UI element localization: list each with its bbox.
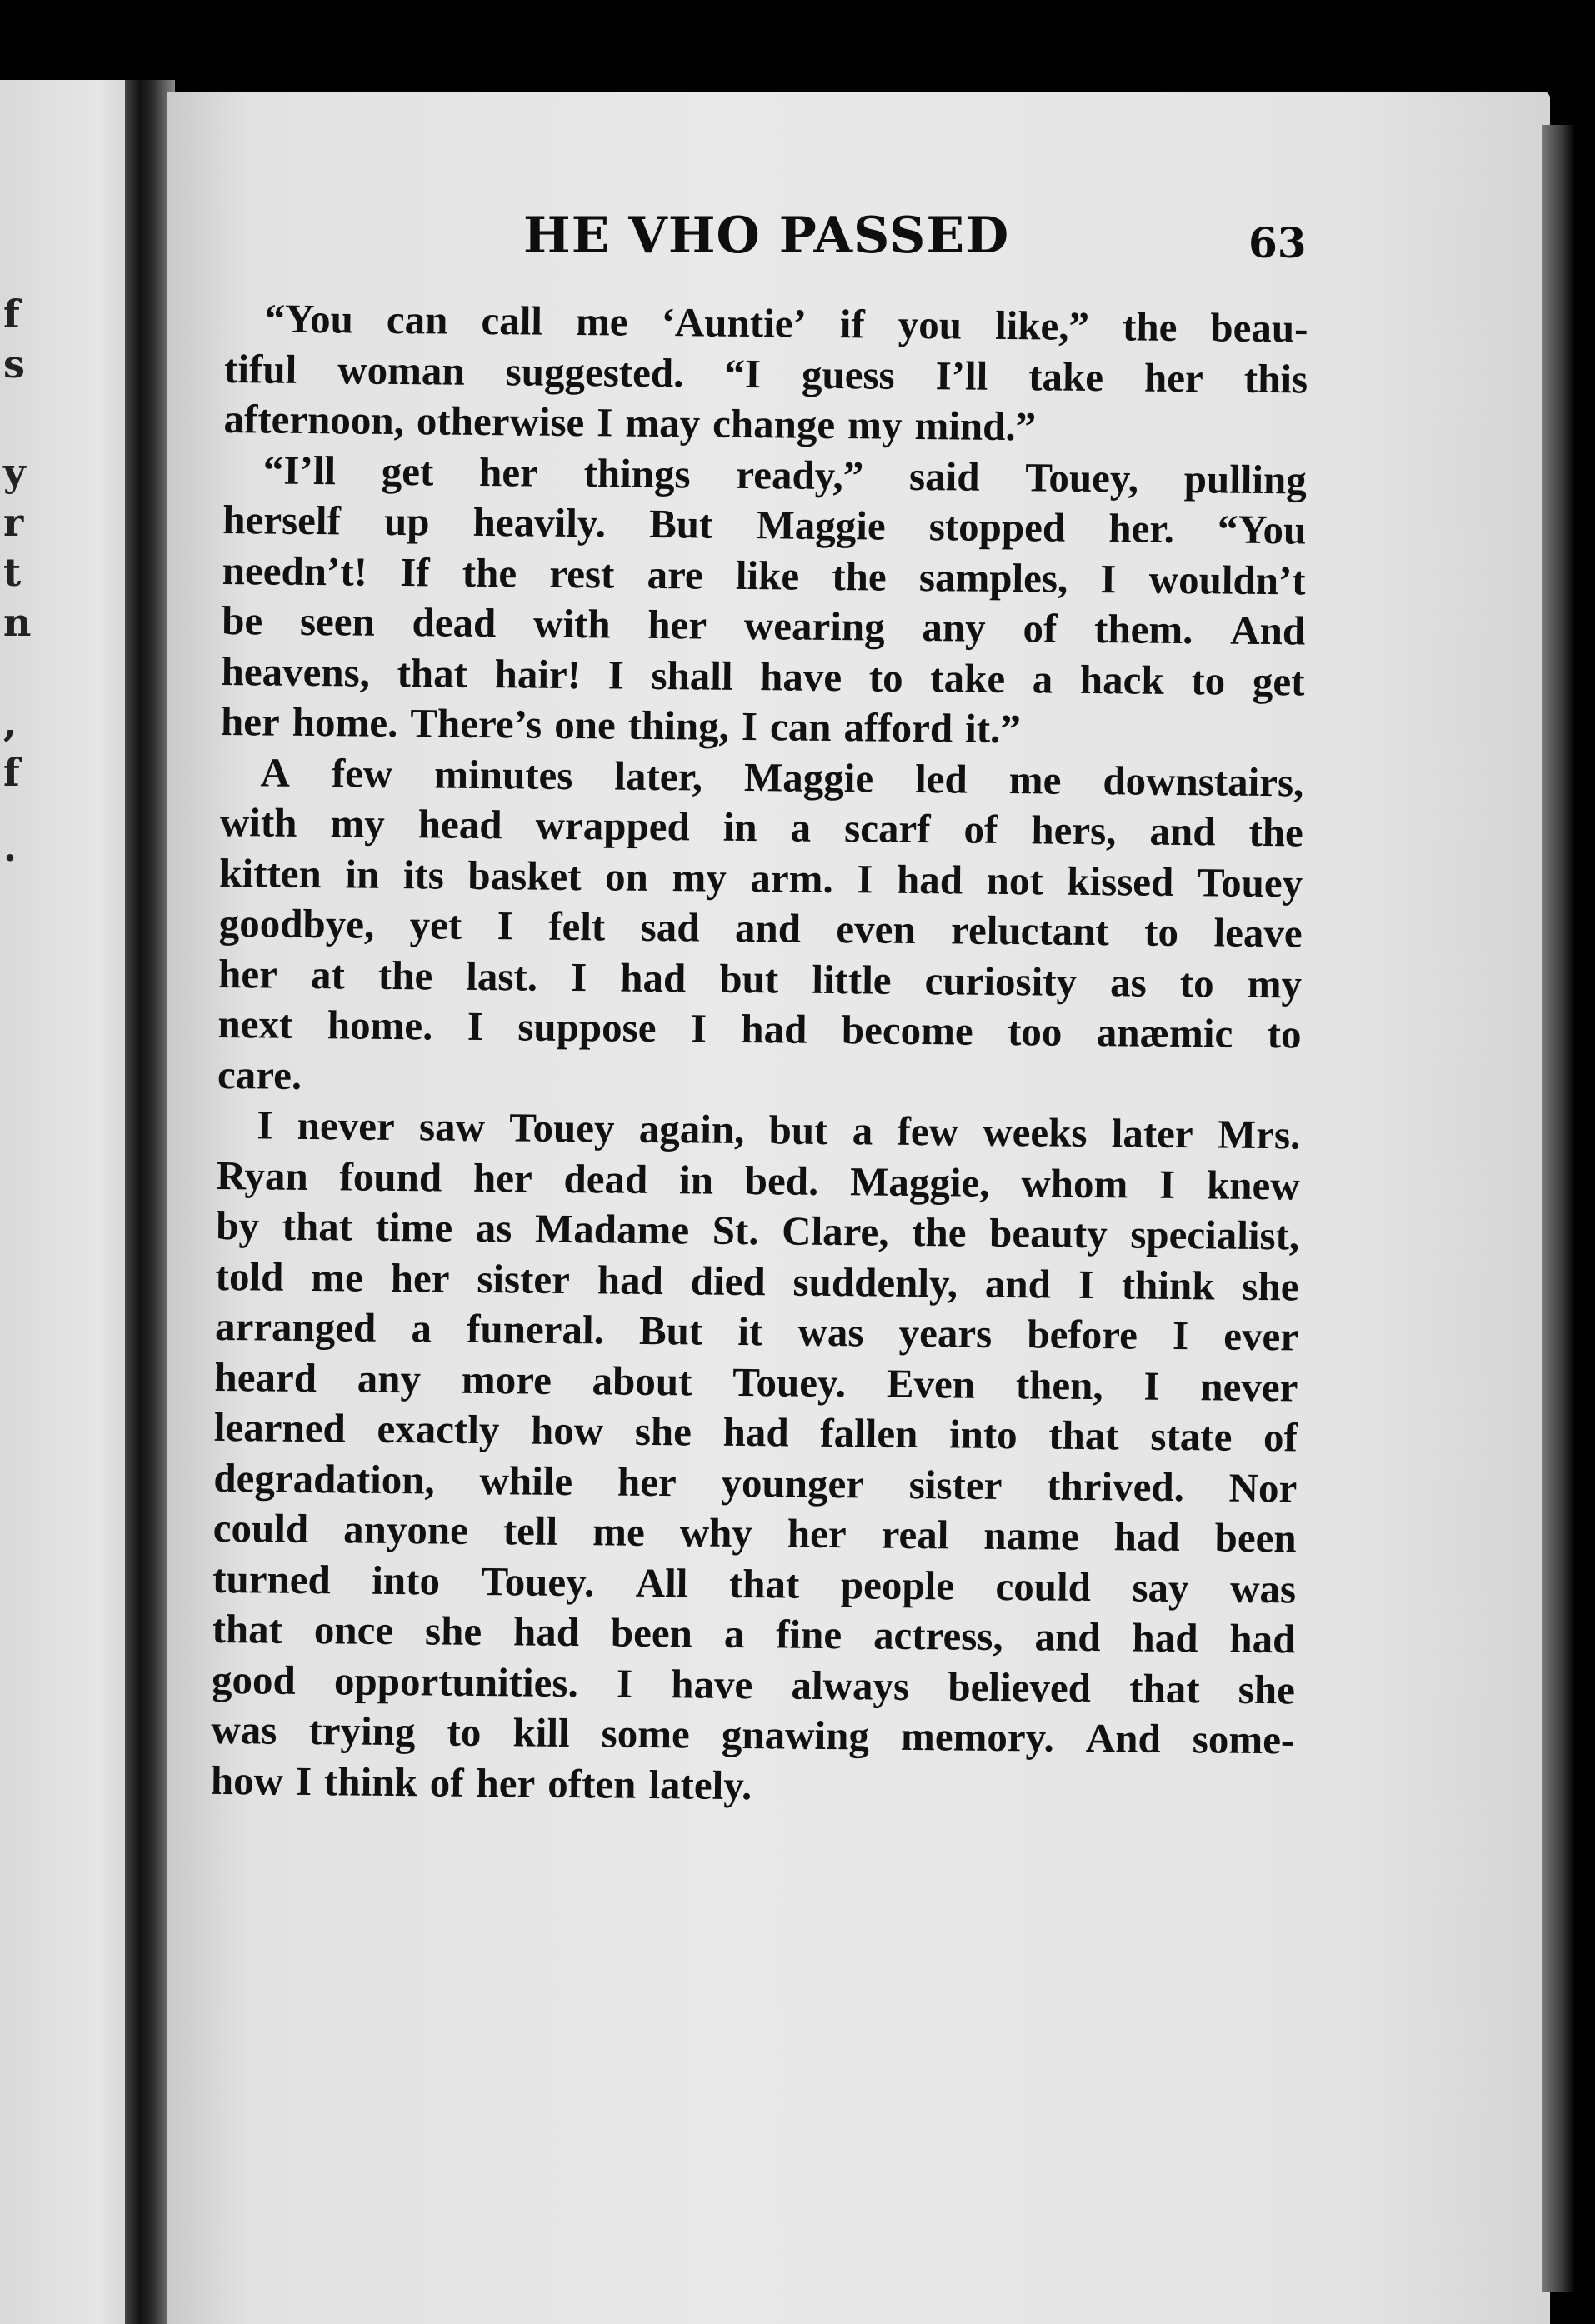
word: I [1078, 1261, 1095, 1307]
word: my [1247, 960, 1302, 1007]
word: it.” [964, 705, 1022, 752]
word: learned [213, 1403, 347, 1452]
word: Clare, [781, 1207, 889, 1255]
word: later, [614, 752, 703, 800]
word: Maggie [743, 753, 874, 801]
word: leave [1213, 909, 1302, 957]
word: There’s [410, 700, 542, 747]
word: thrived. [1046, 1462, 1185, 1510]
word: suggested. [505, 347, 684, 396]
text-line [220, 797, 1304, 858]
word: I [295, 1757, 312, 1804]
word: in [345, 850, 380, 897]
word: fine [775, 1611, 842, 1658]
word: And [1085, 1714, 1161, 1762]
word: get [381, 447, 434, 494]
left-page-fragment: , [3, 700, 18, 745]
word: how [210, 1757, 284, 1804]
word: felt [548, 902, 606, 950]
word: her [648, 601, 708, 648]
word: said [908, 452, 980, 500]
word: wrapped [535, 802, 691, 850]
word: found [339, 1152, 442, 1201]
word: I [497, 902, 514, 949]
word: more [461, 1356, 552, 1403]
word: had [1229, 1615, 1296, 1662]
word: even [836, 906, 916, 952]
word: needn’t! [222, 547, 368, 595]
word: how [530, 1407, 604, 1454]
word: ‘Auntie’ [661, 299, 808, 347]
word: otherwise [416, 397, 585, 446]
word: again, [638, 1105, 745, 1153]
word: heavily. [472, 498, 607, 547]
word: been [1214, 1514, 1297, 1562]
word: once [313, 1607, 394, 1654]
word: “You [1217, 506, 1307, 553]
left-page-edge [0, 80, 140, 2324]
word: to [447, 1708, 482, 1756]
word: always [791, 1662, 910, 1709]
word: I’ll [935, 352, 988, 399]
word: I [1158, 1161, 1176, 1207]
word: not [986, 857, 1044, 903]
word: heavens, [221, 647, 371, 696]
word: about [592, 1357, 692, 1404]
word: never [297, 1102, 396, 1150]
word: take [930, 654, 1006, 702]
word: goodbye, [218, 899, 375, 947]
word: home. [292, 698, 398, 747]
word: a [1032, 655, 1053, 702]
word: the [832, 552, 887, 600]
word: head [418, 801, 502, 848]
word: of [1022, 605, 1058, 652]
word: some [601, 1710, 691, 1757]
word: years [898, 1309, 992, 1357]
word: my [330, 800, 386, 847]
word: Nor [1228, 1464, 1298, 1511]
word: “You [264, 295, 354, 342]
word: can [386, 296, 448, 343]
word: change [712, 400, 836, 448]
word: while [479, 1457, 573, 1504]
word: name [983, 1512, 1079, 1559]
word: But [648, 500, 713, 547]
word: you [898, 301, 962, 348]
word: that [282, 1202, 353, 1250]
word: had [722, 1408, 789, 1456]
word: funeral. [466, 1305, 605, 1353]
word: be [221, 597, 263, 644]
text-line [211, 1755, 1295, 1816]
text-line [218, 999, 1302, 1060]
word: kissed [1067, 857, 1174, 905]
word: take [1028, 352, 1104, 400]
word: turned [212, 1555, 332, 1602]
word: them. [1093, 606, 1193, 653]
word: Maggie [756, 502, 886, 549]
word: had [1132, 1614, 1198, 1662]
word: and [1034, 1613, 1101, 1661]
word: fallen [820, 1409, 918, 1457]
word: in [678, 1156, 714, 1203]
word: thing, [628, 702, 730, 749]
word: knew [1206, 1161, 1300, 1208]
word: had [620, 954, 687, 1001]
word: few [897, 1107, 959, 1155]
word: trying [308, 1707, 416, 1755]
word: me [1008, 756, 1062, 803]
word: have [759, 652, 842, 700]
word: I [616, 1660, 633, 1707]
word: her [218, 950, 278, 997]
word: led [914, 755, 968, 802]
word: hers, [1031, 807, 1117, 854]
word: to [1267, 1011, 1302, 1057]
word: next [218, 1000, 293, 1047]
word: and [984, 1260, 1052, 1307]
left-page-fragment: f [3, 750, 20, 795]
word: ready,” [736, 451, 864, 498]
word: to [1179, 959, 1214, 1006]
word: any [357, 1355, 422, 1402]
word: had [512, 1608, 580, 1656]
word: afternoon, [223, 395, 405, 444]
word: to [868, 653, 903, 701]
word: think [1121, 1261, 1215, 1308]
word: she [634, 1407, 692, 1455]
word: beauty [988, 1209, 1108, 1257]
word: I [257, 1102, 273, 1148]
word: saw [418, 1103, 486, 1151]
left-page-fragment: y [3, 450, 26, 495]
word: the [1248, 808, 1304, 856]
word: her [787, 1510, 847, 1557]
word: are [647, 551, 703, 598]
word: little [812, 956, 892, 1003]
word: hack [1079, 656, 1164, 703]
word: ever [1223, 1312, 1299, 1360]
word: I [690, 1005, 708, 1052]
word: by [215, 1202, 260, 1249]
word: into [372, 1557, 441, 1604]
word: of [1262, 1414, 1298, 1461]
word: believed [948, 1662, 1092, 1711]
word: but [719, 955, 779, 1002]
word: had [896, 856, 963, 903]
word: that [728, 1560, 800, 1607]
word: had [597, 1256, 664, 1303]
word: the [911, 1208, 967, 1256]
word: exactly [377, 1405, 500, 1453]
word: think [323, 1757, 418, 1805]
word: like [735, 552, 800, 599]
word: as [475, 1204, 512, 1252]
word: beau- [1210, 304, 1308, 352]
word: its [402, 851, 445, 898]
word: her. [1108, 505, 1175, 552]
word: lately. [648, 1761, 752, 1808]
word: woman [337, 346, 465, 394]
word: pulling [1183, 455, 1308, 502]
word: her [472, 1154, 532, 1202]
word: tell [502, 1507, 558, 1554]
word: and [734, 904, 802, 952]
word: of [963, 806, 998, 852]
word: into [948, 1411, 1018, 1458]
word: rest [549, 550, 615, 597]
word: that [397, 649, 468, 697]
word: Maggie, [849, 1157, 990, 1206]
word: real [881, 1511, 949, 1558]
word: I [597, 399, 613, 446]
word: samples, [918, 553, 1068, 602]
word: degradation, [213, 1454, 436, 1502]
word: good [211, 1656, 297, 1703]
word: Even [886, 1360, 976, 1407]
word: A [260, 748, 291, 796]
word: scarf [843, 805, 931, 852]
word: can [769, 703, 832, 751]
word: herself [222, 496, 342, 544]
word: become [841, 1007, 973, 1054]
left-page-fragment: s [3, 342, 25, 387]
word: that [1128, 1664, 1200, 1712]
word: curiosity [924, 957, 1078, 1005]
word: But [638, 1307, 703, 1354]
word: my [847, 402, 902, 448]
word: get [1252, 657, 1305, 704]
word: anyone [342, 1506, 469, 1553]
word: anæmic [1096, 1009, 1233, 1057]
word: Ryan [216, 1152, 309, 1199]
word: suppose [518, 1003, 657, 1052]
word: been [610, 1609, 693, 1657]
word: seen [299, 597, 376, 645]
left-page-fragment: f [3, 292, 20, 337]
word: guess [801, 351, 895, 398]
word: was [798, 1308, 864, 1356]
word: could [995, 1562, 1092, 1610]
word: weeks [982, 1108, 1088, 1156]
word: Touey, [1024, 453, 1139, 502]
left-page-fragment: r [3, 500, 24, 545]
word: of [429, 1758, 464, 1806]
page-number: 63 [1248, 218, 1307, 267]
word: And [1229, 607, 1306, 654]
word: with [219, 798, 298, 846]
word: a [723, 1610, 745, 1657]
word: gnawing [721, 1711, 870, 1759]
word: her [617, 1458, 678, 1505]
text-line [216, 1201, 1300, 1262]
word: St. [712, 1207, 759, 1254]
word: few [331, 749, 393, 797]
word: later [1111, 1110, 1193, 1157]
word: I [857, 855, 873, 902]
word: she [1242, 1262, 1299, 1309]
word: sister [908, 1461, 1002, 1508]
word: dead [563, 1155, 648, 1202]
word: then, [1015, 1361, 1103, 1408]
word: hair! [494, 650, 582, 697]
word: I [1172, 1312, 1189, 1359]
word: sad [640, 903, 700, 951]
word: dead [412, 599, 497, 647]
word: I [741, 702, 758, 750]
word: Touey. [732, 1358, 847, 1406]
word: downstairs, [1102, 757, 1304, 805]
word: home. [327, 1002, 433, 1049]
word: arm. [750, 854, 834, 902]
word: I [1143, 1362, 1160, 1409]
word: often [548, 1760, 637, 1807]
word: Touey [1197, 858, 1303, 906]
word: heard [214, 1353, 318, 1401]
word: wearing [743, 602, 885, 650]
word: time [375, 1203, 453, 1251]
word: the [378, 952, 433, 998]
word: All [635, 1559, 688, 1606]
word: it [738, 1307, 763, 1355]
word: tiful [223, 345, 298, 392]
word: younger [721, 1459, 865, 1507]
word: afford [843, 704, 953, 752]
word: the [462, 549, 518, 596]
word: actress, [872, 1612, 1003, 1660]
word: the [1122, 303, 1178, 350]
word: with [532, 600, 611, 647]
word: whom [1021, 1159, 1128, 1207]
word: mind.” [914, 402, 1037, 450]
word: to [1191, 657, 1226, 704]
word: things [583, 449, 691, 497]
word: her [476, 1759, 536, 1807]
word: a [411, 1305, 432, 1352]
word: people [840, 1561, 955, 1608]
word: me [592, 1508, 646, 1555]
word: Touey. [481, 1557, 595, 1605]
left-page-fragment: t [3, 550, 22, 595]
word: could [212, 1504, 309, 1552]
word: a [790, 804, 812, 851]
word: some- [1192, 1716, 1295, 1763]
word: she [424, 1607, 482, 1655]
word: had [1113, 1513, 1180, 1561]
word: stopped [928, 503, 1066, 551]
word: had [741, 1005, 808, 1052]
word: she [1238, 1666, 1296, 1712]
word: care. [217, 1051, 302, 1098]
word: sister [477, 1255, 571, 1302]
word: her [1143, 354, 1204, 401]
word: in [722, 803, 758, 851]
word: like,” [994, 302, 1090, 349]
word: have [671, 1660, 753, 1707]
word: her [478, 448, 539, 496]
word: I [1100, 555, 1117, 602]
word: I [467, 1002, 484, 1050]
word: my [672, 853, 728, 901]
word: up [383, 497, 430, 545]
word: and [1149, 807, 1216, 855]
word: “I [724, 350, 762, 397]
word: Mrs. [1217, 1111, 1301, 1158]
word: if [839, 301, 866, 347]
word: but [768, 1107, 828, 1153]
word: that [1048, 1412, 1120, 1459]
word: too [1007, 1008, 1062, 1055]
word: a [852, 1107, 873, 1154]
word: reluctant [950, 907, 1110, 955]
word: wouldn’t [1148, 556, 1306, 603]
word: before [1027, 1311, 1138, 1358]
word: memory. [900, 1712, 1055, 1761]
word: shall [651, 652, 733, 699]
word: that [212, 1605, 283, 1652]
text-line [222, 495, 1307, 556]
word: her [220, 697, 281, 745]
word: told [215, 1252, 284, 1300]
word: on [604, 852, 649, 900]
page-fore-edge [1542, 125, 1575, 2292]
word: her [390, 1254, 450, 1302]
word: arranged [214, 1302, 377, 1351]
word: as [1109, 958, 1147, 1006]
word: call [481, 297, 543, 344]
word: me [311, 1253, 364, 1301]
word: kill [512, 1709, 570, 1757]
word: me [575, 298, 628, 345]
word: opportunities. [333, 1657, 578, 1706]
word: yet [409, 902, 462, 948]
word: kitten [219, 849, 322, 897]
word: specialist, [1130, 1211, 1300, 1259]
word: any [922, 604, 986, 651]
word: last. [466, 952, 538, 1000]
word: this [1243, 355, 1308, 402]
word: bed. [744, 1157, 819, 1204]
word: at [310, 951, 346, 997]
word: was [211, 1706, 278, 1753]
word: I [608, 651, 625, 698]
word: basket [468, 852, 582, 899]
word: Touey [509, 1104, 615, 1152]
word: died [690, 1257, 766, 1304]
word: one [553, 701, 617, 748]
running-head: HE VHO PASSED [523, 207, 1010, 265]
word: never [1200, 1362, 1298, 1410]
word: minutes [434, 750, 573, 798]
word: to [1143, 908, 1179, 956]
body-text [211, 293, 1308, 1816]
left-page-fragment: . [3, 825, 18, 870]
word: state [1150, 1412, 1232, 1460]
word: say [1132, 1564, 1189, 1611]
word: “I’ll [262, 446, 337, 493]
left-page-fragment: n [3, 600, 32, 645]
word: was [1229, 1565, 1297, 1612]
word: suddenly, [792, 1258, 958, 1306]
word: If [399, 548, 430, 595]
word: why [679, 1509, 753, 1557]
word: may [625, 399, 701, 447]
word: Madame [534, 1205, 690, 1253]
word: I [570, 953, 588, 1000]
